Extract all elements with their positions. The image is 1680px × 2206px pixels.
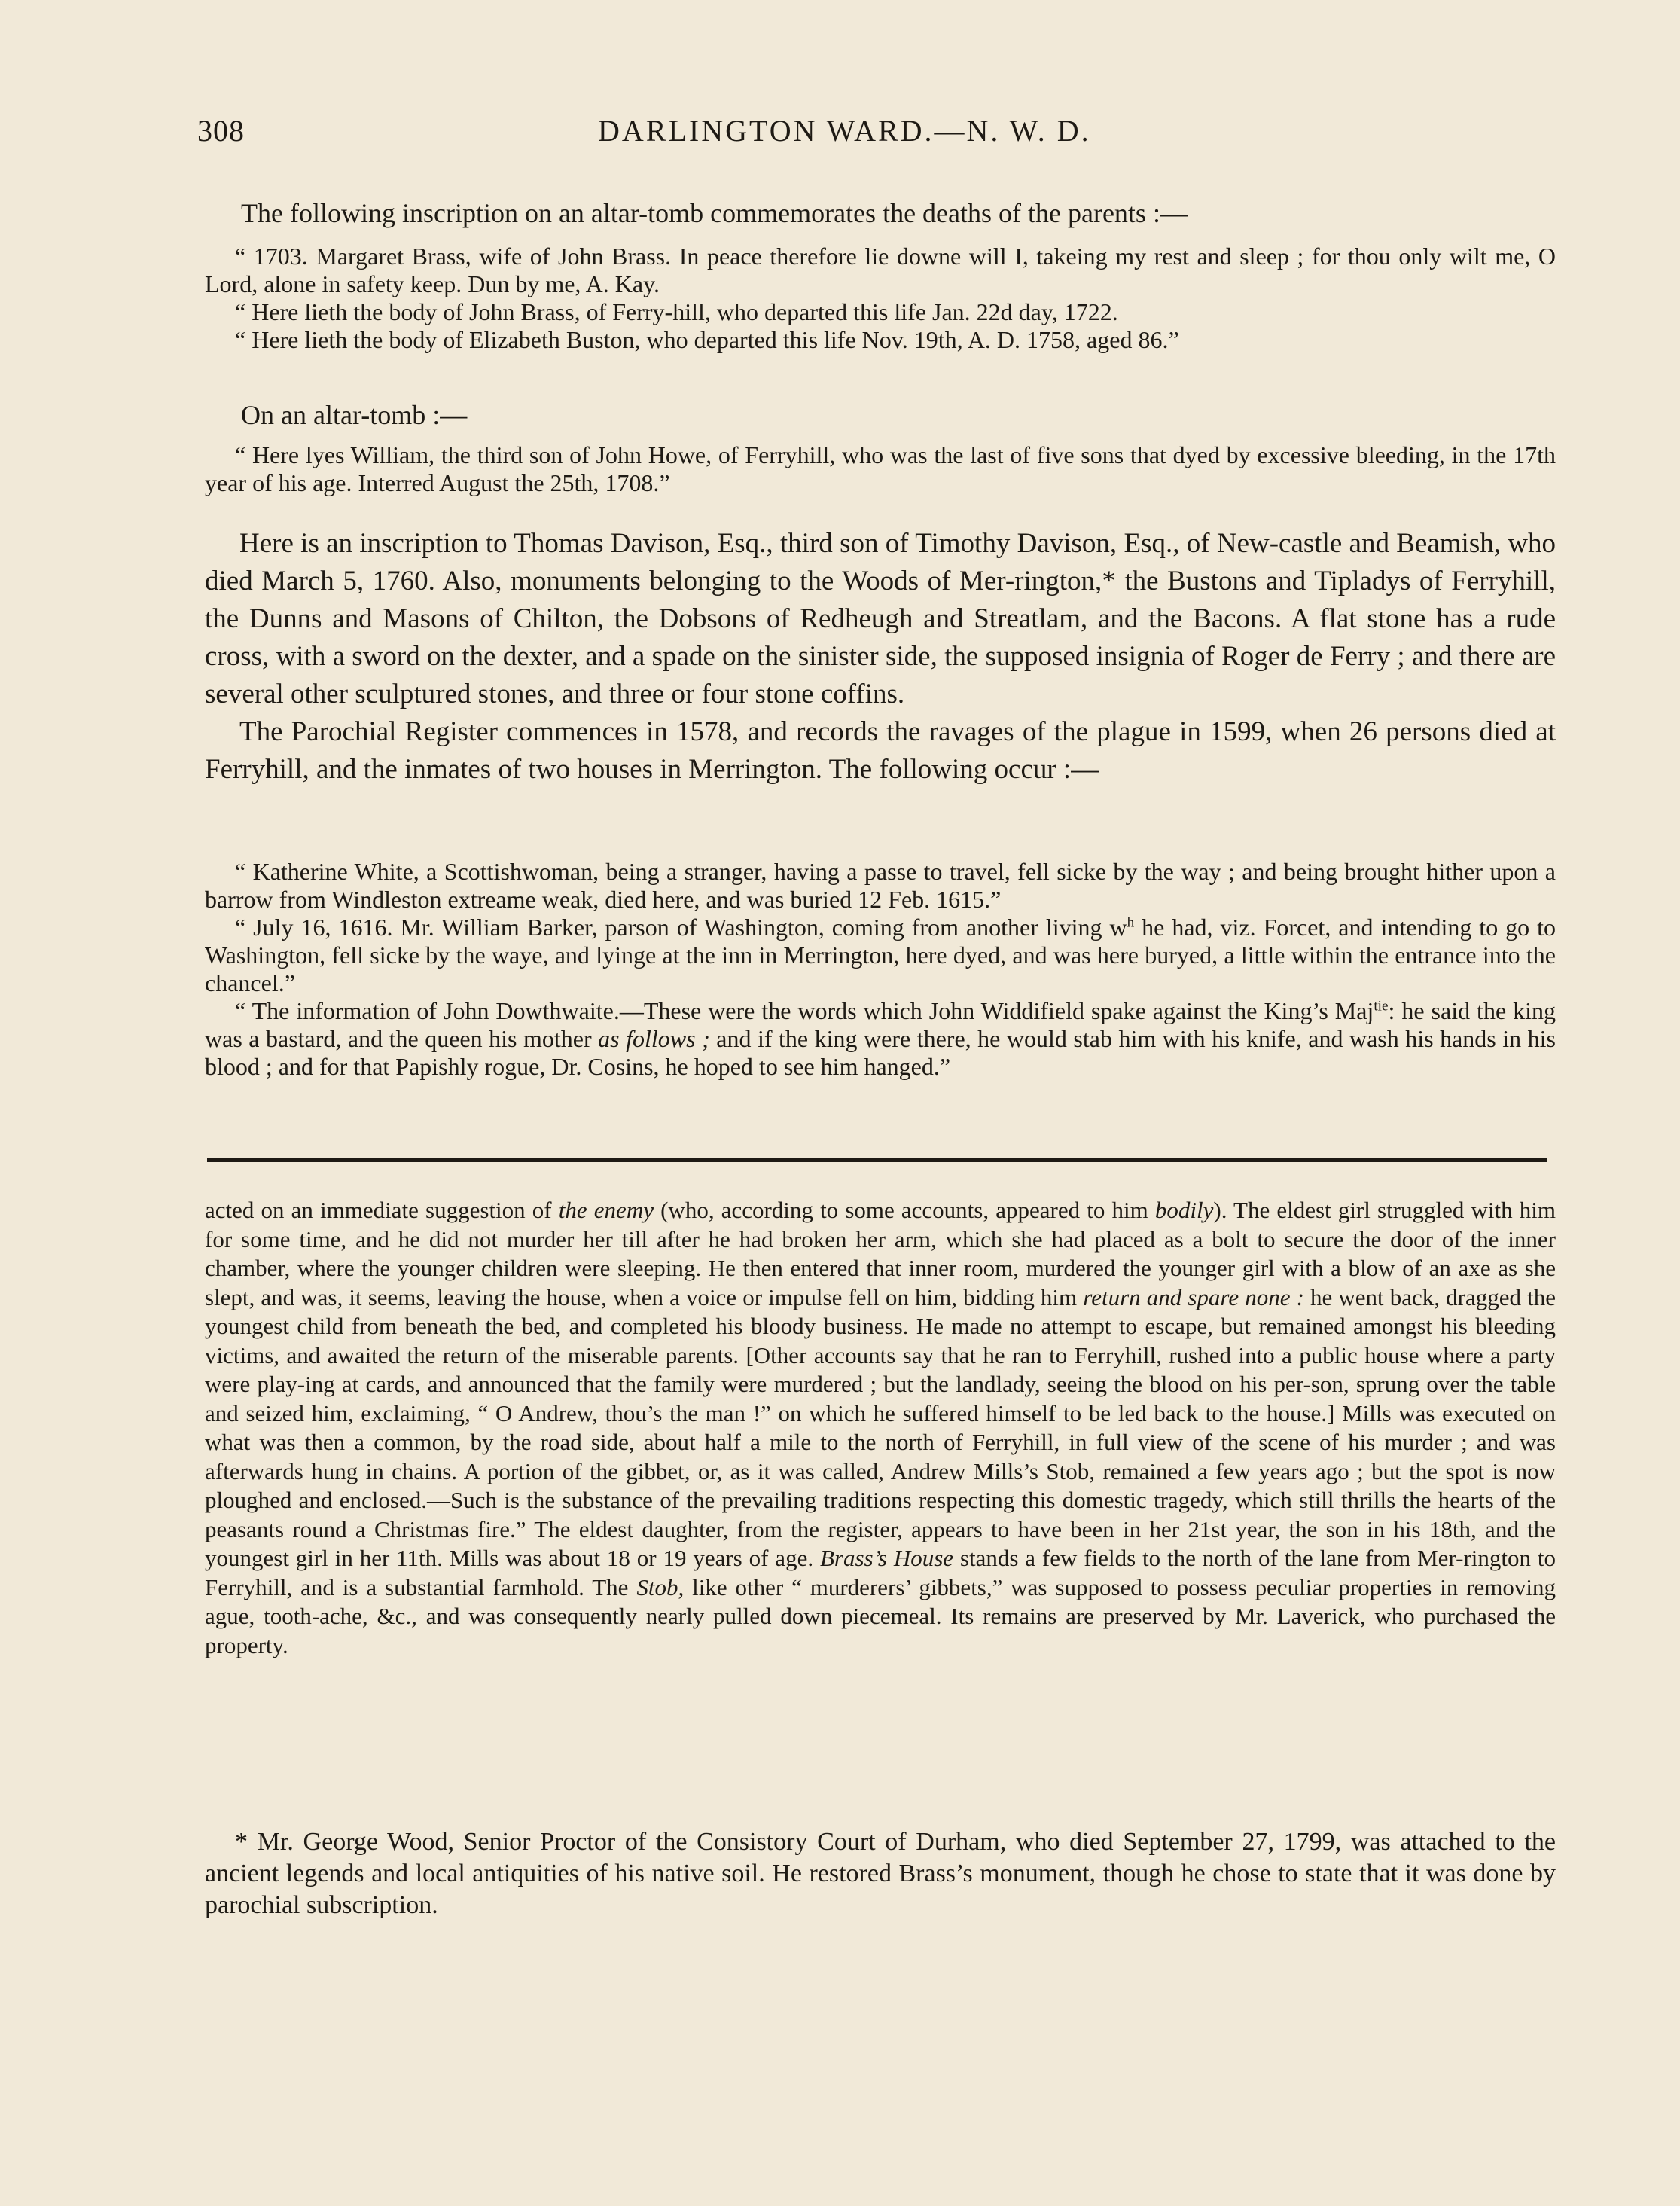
register-entry-william-barker: [205, 914, 1556, 997]
inscription-quotes: [205, 243, 1556, 354]
note-text: ). The eldest girl struggled with him for some time, and he did not murder her till after he had broken her arm, which she had placed as a bolt to secure the door of the inner chamber, where the younger children were sleeping. He then entered that inner room, murdered the younger girl with a blow of an axe as she slept, and was, it seems, leaving the house, when a voice or impulse fell on him, bidding him: [205, 1197, 1556, 1310]
register-entry-text: and if the king were there, he would stab him with his knife, and wash his hands in his blood ; and for that Papishly rogue, Dr. Cosins, he hoped to see him hanged.”: [205, 1025, 1557, 1080]
page-number: 308: [197, 114, 245, 148]
register-entry-text: : he said the king was a bastard, and the queen his mother: [205, 997, 1557, 1052]
note-continuation: [205, 1196, 1556, 1660]
register-entry-john-dowthwaite: [205, 997, 1556, 1081]
main-text: [205, 525, 1556, 789]
altar-tomb-quote: “ Here lyes William, the third son of John Howe, of Ferryhill, who was the last of five sons that dyed by excessive bleeding, in the 17th year of his age. Interred August the 25th, 1708.”: [205, 441, 1556, 496]
note-text: acted on an immediate suggestion of: [205, 1197, 559, 1223]
main-paragraph-monuments: Here is an inscription to Thomas Davison, Esq., third son of Timothy Davison, Esq., of New-castle and Beamish, who died March 5, 1760. Also, monuments belonging to the Woods of Mer-rington,* the Bustons and Tipladys of Ferryhill, the Dunns and Masons of Chilton, the Dobsons of Redheugh and Streatlam, and the Bacons. A flat stone has a rude cross, with a sword on the dexter, and a spade on the sinister side, the supposed insignia of Roger de Ferry ; and there are several other sculptured stones, and three or four stone coffins.: [205, 528, 1556, 709]
note-text: (who, according to some accounts, appeared to him: [653, 1197, 1155, 1223]
register-entry-katherine-white: “ Katherine White, a Scottishwoman, being a stranger, having a passe to travel, fell sicke by the way ; and being brought hither upon a barrow from Windleston extreame weak, died here, and was buried 12 Feb. 1615.”: [205, 858, 1556, 913]
register-entry-text: “ The information of John Dowthwaite.—These were the words which John Widdifield spake against the King’s Maj: [235, 997, 1374, 1024]
altar-tomb-intro: On an altar-tomb :—: [241, 400, 468, 430]
superscript: tie: [1374, 998, 1389, 1015]
italic-text: return and spare none :: [1083, 1283, 1304, 1310]
inscription-quote-elizabeth-buston: “ Here lieth the body of Elizabeth Buston, who departed this life Nov. 19th, A. D. 1758, aged 86.”: [235, 326, 1179, 353]
footnote: * Mr. George Wood, Senior Proctor of the Consistory Court of Durham, who died September 27, 1799, was attached to the ancient legends and local antiquities of his native soil. He restored Brass’s monument, though he chose to state that it was done by parochial subscription.: [205, 1828, 1556, 1919]
register-entry-text: he had, viz. Forcet, and intending to go to Washington, fell sicke by the waye, and lyinge at the inn in Merrington, here dyed, and was here buryed, a little within the entrance into the chancel.”: [205, 914, 1557, 996]
italic-text: the enemy: [558, 1197, 654, 1223]
superscript: h: [1127, 914, 1135, 931]
note-text: stands a few fields to the north of the lane from Mer-rington to Ferryhill, and is a substantial farmhold. The: [205, 1545, 1556, 1600]
italic-text: as follows ;: [598, 1025, 710, 1052]
italic-text: Stob,: [636, 1573, 685, 1600]
note-text: like other “ murderers’ gibbets,” was supposed to possess peculiar properties in removing ague, tooth-ache, &c., and was consequently nearly pulled down piecemeal. Its remains are preserved by Mr. Laverick, who purchased the property.: [205, 1573, 1556, 1658]
running-title: DARLINGTON WARD.—N. W. D.: [598, 114, 1091, 148]
inscription-quote-john-brass: “ Here lieth the body of John Brass, of Ferry-hill, who departed this life Jan. 22d day, 1722.: [235, 298, 1118, 325]
inscription-quote-1703: “ 1703. Margaret Brass, wife of John Brass. In peace therefore lie downe will I, takeing my rest and sleep ; for thou only wilt me, O Lord, alone in safety keep. Dun by me, A. Kay.: [205, 243, 1556, 297]
register-entry-text: “ July 16, 1616. Mr. William Barker, parson of Washington, coming from another living w: [235, 914, 1127, 941]
italic-text: bodily: [1154, 1197, 1214, 1223]
inscription-intro: The following inscription on an altar-tomb commemorates the deaths of the parents :—: [241, 198, 1188, 228]
italic-text: Brass’s House: [819, 1545, 954, 1571]
main-paragraph-register: The Parochial Register commences in 1578, and records the ravages of the plague in 1599, when 26 persons died at Ferryhill, and the inmates of two houses in Merrington. The following occur :—: [205, 716, 1556, 785]
section-divider: [207, 1158, 1547, 1162]
page-header: [197, 113, 1568, 158]
register-entries: [205, 858, 1556, 1081]
note-text: he went back, dragged the youngest child from beneath the bed, and completed his bloody business. He made no attempt to escape, but remained amongst his bleeding victims, and awaited the return of the miserable parents. [Other accounts say that he ran to Ferryhill, rushed into a public house where a party were play-ing at cards, and announced that the family were murdered ; but the landlady, seeing the blood on his per-son, sprung over the table and seized him, exclaiming, “ O Andrew, thou’s the man !” on which he suffered himself to be led back to the house.] Mills was executed on what was then a common, by the road side, about half a mile to the north of Ferryhill, in full view of the scene of his murder ; and was afterwards hung in chains. A portion of the gibbet, or, as it was called, Andrew Mills’s Stob, remained a few years ago ; but the spot is now ploughed and enclosed.—Such is the substance of the prevailing traditions respecting this domestic tragedy, which still thrills the hearts of the peasants round a Christmas fire.” The eldest daughter, from the register, appears to have been in her 21st year, the son in his 18th, and the youngest girl in her 11th. Mills was about 18 or 19 years of age.: [205, 1283, 1556, 1571]
